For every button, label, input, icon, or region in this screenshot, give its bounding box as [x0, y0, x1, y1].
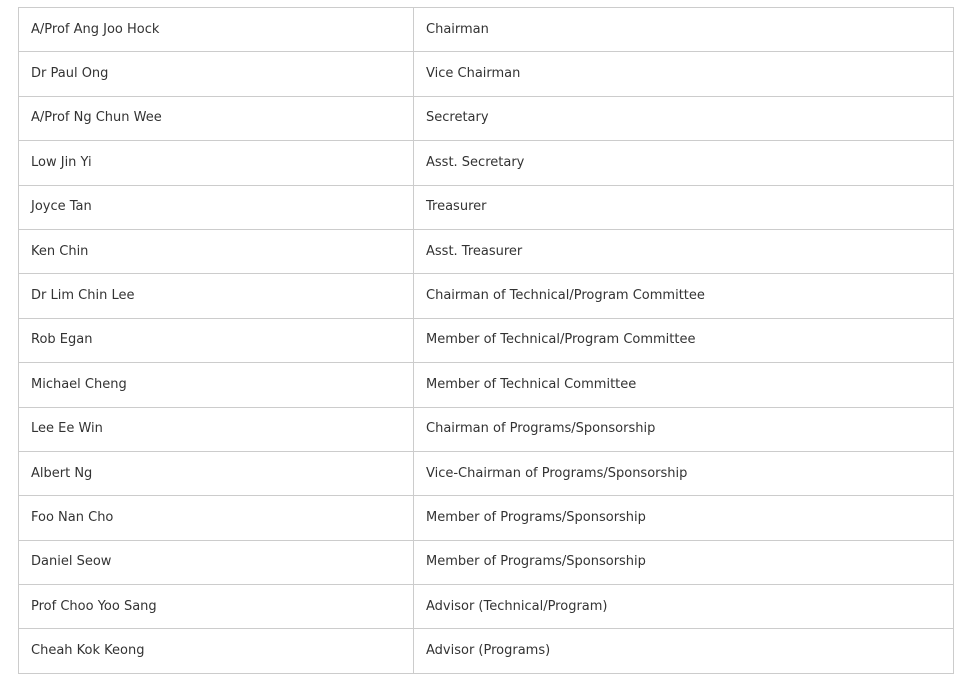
member-role-cell: Advisor (Programs) [414, 629, 954, 673]
member-role-cell: Vice Chairman [414, 52, 954, 96]
table-row [19, 407, 954, 451]
member-role-cell: Vice-Chairman of Programs/Sponsorship [414, 451, 954, 495]
member-name-cell: Daniel Seow [19, 540, 414, 584]
member-name-cell: Joyce Tan [19, 185, 414, 229]
table-row [19, 629, 954, 673]
table-row [19, 141, 954, 185]
member-role-cell: Chairman of Technical/Program Committee [414, 274, 954, 318]
member-role-cell: Treasurer [414, 185, 954, 229]
member-name-cell: Lee Ee Win [19, 407, 414, 451]
member-name-cell: Prof Choo Yoo Sang [19, 585, 414, 629]
table-row [19, 540, 954, 584]
member-role-cell: Chairman [414, 8, 954, 52]
table-row [19, 52, 954, 96]
table-row [19, 451, 954, 495]
table-row [19, 274, 954, 318]
member-name-cell: Rob Egan [19, 318, 414, 362]
member-name-cell: A/Prof Ang Joo Hock [19, 8, 414, 52]
member-name-cell: A/Prof Ng Chun Wee [19, 96, 414, 140]
member-role-cell: Member of Programs/Sponsorship [414, 496, 954, 540]
table-row [19, 229, 954, 273]
table-row [19, 185, 954, 229]
member-role-cell: Asst. Treasurer [414, 229, 954, 273]
table-row [19, 8, 954, 52]
member-role-cell: Member of Technical Committee [414, 363, 954, 407]
member-name-cell: Low Jin Yi [19, 141, 414, 185]
member-name-cell: Dr Lim Chin Lee [19, 274, 414, 318]
member-role-cell: Advisor (Technical/Program) [414, 585, 954, 629]
table-row [19, 363, 954, 407]
committee-table [18, 7, 954, 674]
table-row [19, 585, 954, 629]
table-row [19, 496, 954, 540]
member-role-cell: Asst. Secretary [414, 141, 954, 185]
member-role-cell: Member of Technical/Program Committee [414, 318, 954, 362]
table-row [19, 96, 954, 140]
member-role-cell: Member of Programs/Sponsorship [414, 540, 954, 584]
member-name-cell: Foo Nan Cho [19, 496, 414, 540]
member-name-cell: Albert Ng [19, 451, 414, 495]
member-name-cell: Dr Paul Ong [19, 52, 414, 96]
member-role-cell: Chairman of Programs/Sponsorship [414, 407, 954, 451]
member-name-cell: Ken Chin [19, 229, 414, 273]
member-name-cell: Michael Cheng [19, 363, 414, 407]
table-row [19, 318, 954, 362]
member-name-cell: Cheah Kok Keong [19, 629, 414, 673]
member-role-cell: Secretary [414, 96, 954, 140]
